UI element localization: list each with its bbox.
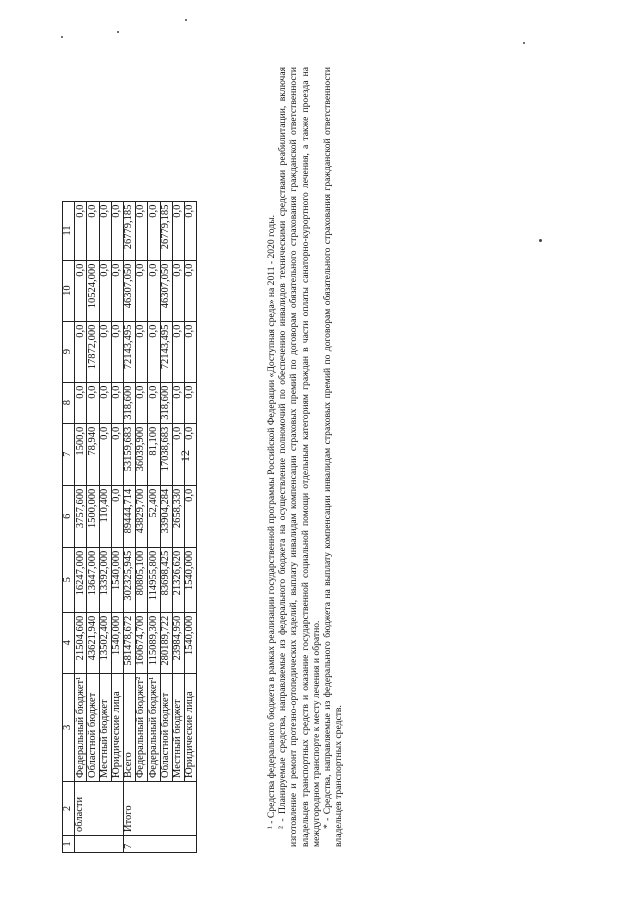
value-cell: 0,0 [99,260,111,321]
header-cell: 8 [63,382,75,423]
value-cell: 0,0 [172,423,184,485]
value-cell: 0,0 [148,382,160,423]
source-label: Юридические лица [111,673,123,781]
value-cell: 21326,620 [172,547,184,612]
value-cell: 0,0 [184,201,196,260]
value-cell: 1540,000 [184,612,196,673]
source-label: Областной бюджет [160,673,172,781]
page-number: 12 [178,450,192,462]
value-cell: 36039,900 [136,423,148,485]
value-cell: 89444,714 [123,485,135,547]
value-cell: 0,0 [111,382,123,423]
value-cell: 0,0 [75,260,87,321]
value-cell: 43829,700 [136,485,148,547]
footnotes [266,67,344,847]
value-cell: 13647,000 [87,547,99,612]
value-cell: 26779,185 [123,201,135,260]
value-cell: 110,400 [99,485,111,547]
table-row [136,201,148,852]
source-label: Местный бюджет [99,673,111,781]
value-cell: 0,0 [172,201,184,260]
header-cell: 7 [63,423,75,485]
value-cell: 114955,800 [148,547,160,612]
source-label: Федеральный бюджет¹ [75,673,87,781]
footnote-1: ¹ - Средства федерального бюджета в рамках реализации государственной программы Российской Федерации «Доступная среда» на 2011 - 2020 годы. [266,214,277,829]
value-cell: 0,0 [184,485,196,547]
scan-speck [523,42,525,44]
value-cell: 0,0 [99,423,111,485]
header-cell: 5 [63,547,75,612]
value-cell: 318,600 [160,382,172,423]
value-cell: 0,0 [184,260,196,321]
value-cell: 0,0 [172,382,184,423]
value-cell: 80805,100 [136,547,148,612]
table-row [87,201,99,852]
value-cell: 3757,600 [75,485,87,547]
value-cell: 1500,000 [87,485,99,547]
value-cell: 0,0 [87,382,99,423]
value-cell: 78,940 [87,423,99,485]
footnote-3: * - Средства, направляемые из федерального бюджета на выплату компенсации инвалидам страховых премий по договорам обязательного страхования гражданской ответственности владельцев транспортных средств. [322,67,345,847]
value-cell: 0,0 [111,201,123,260]
value-cell: 0,0 [172,260,184,321]
table-row [99,201,111,852]
header-cell: 2 [63,782,75,836]
source-label: Юридические лица [184,673,196,781]
value-cell: 0,0 [136,382,148,423]
source-label: Федеральный бюджет² [136,673,148,781]
footnote-2: ² - Планируемые средства, направляемые из федерального бюджета на осуществление полномочий по обеспечению инвалидов техническими средствами реабилитации, включая изготовление и ремонт протезно-ортопедических изделий, выплату инвалидам компенсации страховых премий по договорам обязательного страхования гражданской ответственности владельцев транспортных средств и оказание государственной социальной помощи отдельным категориям граждан в части оплаты санаторно-курортного лечения, а также проезда на междугородном транспорте к месту лечения и обратно. [277,67,322,847]
value-cell: 13392,000 [99,547,111,612]
value-cell: 0,0 [87,201,99,260]
value-cell: 16247,000 [75,547,87,612]
value-cell: 0,0 [172,321,184,382]
value-cell: 1540,000 [111,612,123,673]
header-cell: 1 [63,836,75,853]
table-row [184,201,196,852]
value-cell: 72143,495 [123,321,135,382]
value-cell: 0,0 [148,201,160,260]
value-cell: 83698,425 [160,547,172,612]
value-cell: 2658,330 [172,485,184,547]
value-cell: 0,0 [136,260,148,321]
header-cell: 11 [63,201,75,260]
table-row [160,201,172,852]
table-row [172,201,184,852]
value-cell: 0,0 [136,321,148,382]
value-cell: 26779,185 [160,201,172,260]
value-cell: 81,100 [148,423,160,485]
value-cell: 0,0 [111,260,123,321]
value-cell: 160674,700 [136,612,148,673]
scan-speck [61,36,63,38]
value-cell: 0,0 [148,260,160,321]
value-cell: 21504,600 [75,612,87,673]
header-cell: 9 [63,321,75,382]
value-cell: 0,0 [184,382,196,423]
value-cell: 10524,000 [87,260,99,321]
header-cell: 6 [63,485,75,547]
value-cell: 0,0 [148,321,160,382]
value-cell: 46307,050 [160,260,172,321]
value-cell: 581478,672 [123,612,135,673]
budget-table [62,201,197,853]
value-cell: 1540,000 [111,547,123,612]
value-cell: 13502,400 [99,612,111,673]
header-cell: 10 [63,260,75,321]
table-row [123,201,135,852]
source-label: Всего [123,673,135,781]
value-cell: 302325,945 [123,547,135,612]
row-index-cell [75,836,124,853]
value-cell: 53159,683 [123,423,135,485]
value-cell: 0,0 [99,382,111,423]
value-cell: 115089,300 [148,612,160,673]
scan-speck [539,239,542,242]
value-cell: 0,0 [136,201,148,260]
value-cell: 280189,722 [160,612,172,673]
value-cell: 0,0 [75,321,87,382]
value-cell: 52,400 [148,485,160,547]
header-cell: 4 [63,612,75,673]
value-cell: 1500,0 [75,423,87,485]
table-header-row [63,201,75,852]
value-cell: 0,0 [184,321,196,382]
region-cell: Итого [123,782,196,836]
value-cell: 0,0 [99,201,111,260]
value-cell: 33904,284 [160,485,172,547]
value-cell: 17872,000 [87,321,99,382]
source-label: Областной бюджет [87,673,99,781]
scan-speck [185,19,187,21]
region-cell: области [75,782,124,836]
value-cell: 72143,495 [160,321,172,382]
table-row [111,201,123,852]
value-cell: 318,600 [123,382,135,423]
value-cell: 43621,940 [87,612,99,673]
value-cell: 0,0 [75,382,87,423]
value-cell: 46307,050 [123,260,135,321]
value-cell: 0,0 [111,321,123,382]
value-cell: 0,0 [184,423,196,485]
value-cell: 17038,683 [160,423,172,485]
source-label: Местный бюджет [172,673,184,781]
value-cell: 0,0 [75,201,87,260]
row-index-cell: 7 [123,836,196,853]
header-cell: 3 [63,673,75,781]
value-cell: 0,0 [99,321,111,382]
table-row [75,201,87,852]
table-row [148,201,160,852]
value-cell: 0,0 [111,485,123,547]
source-label: Федеральный бюджет¹ [148,673,160,781]
value-cell: 23984,950 [172,612,184,673]
value-cell: 1540,000 [184,547,196,612]
value-cell: 0,0 [111,423,123,485]
scan-speck [117,31,119,33]
